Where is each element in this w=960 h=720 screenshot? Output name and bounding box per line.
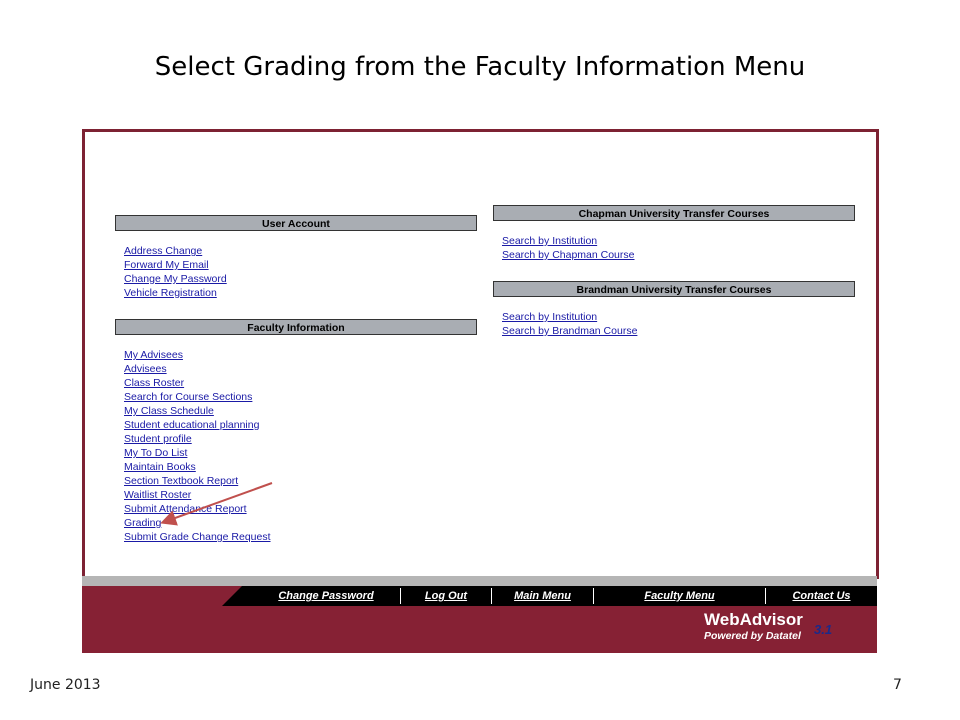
change-my-password-link[interactable]: Change My Password <box>124 273 227 285</box>
submit-grade-change-request-link[interactable]: Submit Grade Change Request <box>124 531 271 543</box>
nav-contact-us[interactable]: Contact Us <box>792 590 851 602</box>
vehicle-registration-link[interactable]: Vehicle Registration <box>124 287 217 299</box>
forward-my-email-link[interactable]: Forward My Email <box>124 259 209 271</box>
student-profile-link[interactable]: Student profile <box>124 433 192 445</box>
section-textbook-report-link[interactable]: Section Textbook Report <box>124 475 239 487</box>
brandman-transfer-header: Brandman University Transfer Courses <box>493 281 855 297</box>
my-advisees-link[interactable]: My Advisees <box>124 349 183 361</box>
chapman-search-by-institution-link[interactable]: Search by Institution <box>502 235 598 247</box>
nav-log-out[interactable]: Log Out <box>424 590 468 602</box>
search-by-brandman-course-link[interactable]: Search by Brandman Course <box>502 325 638 337</box>
slide-title: Select Grading from the Faculty Information Menu <box>154 52 806 82</box>
faculty-information-header: Faculty Information <box>115 319 477 335</box>
slide-page-number: 7 <box>893 677 902 693</box>
address-change-link[interactable]: Address Change <box>124 245 203 257</box>
waitlist-roster-link[interactable]: Waitlist Roster <box>124 489 192 501</box>
search-course-sections-link[interactable]: Search for Course Sections <box>124 391 253 403</box>
webadvisor-logo: WebAdvisor <box>704 610 803 629</box>
chapman-transfer-header: Chapman University Transfer Courses <box>493 205 855 221</box>
user-account-header: User Account <box>115 215 477 231</box>
footer-divider <box>82 576 877 586</box>
footer-nav <box>222 586 877 606</box>
advisees-link[interactable]: Advisees <box>124 363 167 375</box>
version-label: 3.1 <box>814 622 833 637</box>
grading-link[interactable]: Grading <box>124 517 162 529</box>
maintain-books-link[interactable]: Maintain Books <box>124 461 196 473</box>
powered-by-datatel: Powered by Datatel <box>704 630 801 642</box>
nav-change-password[interactable]: Change Password <box>278 590 374 602</box>
brandman-search-by-institution-link[interactable]: Search by Institution <box>502 311 598 323</box>
class-roster-link[interactable]: Class Roster <box>124 377 185 389</box>
submit-attendance-report-link[interactable]: Submit Attendance Report <box>124 503 247 515</box>
student-educational-planning-link[interactable]: Student educational planning <box>124 419 260 431</box>
search-by-chapman-course-link[interactable]: Search by Chapman Course <box>502 249 635 261</box>
my-to-do-list-link[interactable]: My To Do List <box>124 447 188 459</box>
my-class-schedule-link[interactable]: My Class Schedule <box>124 405 214 417</box>
nav-faculty-menu[interactable]: Faculty Menu <box>644 590 715 602</box>
nav-main-menu[interactable]: Main Menu <box>514 590 571 602</box>
slide-date: June 2013 <box>30 677 101 693</box>
